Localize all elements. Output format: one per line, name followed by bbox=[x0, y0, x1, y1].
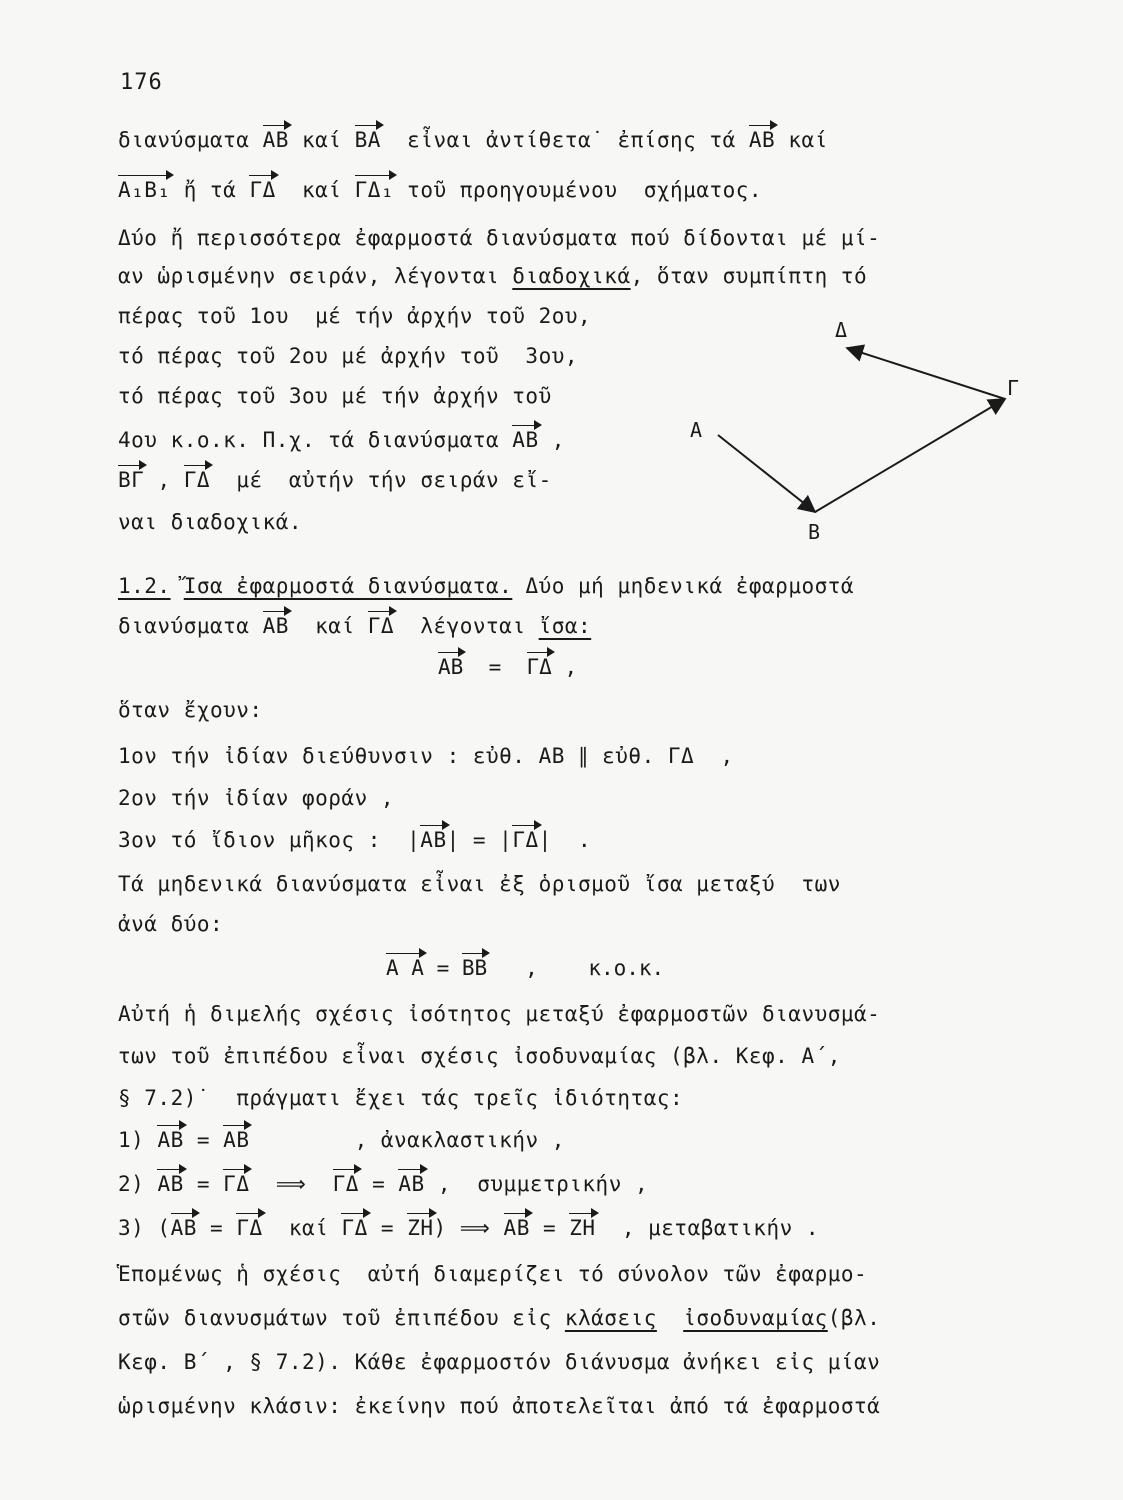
text-line: 3ον τό ἴδιον μῆκος : |AB| = |ΓΔ| . bbox=[118, 828, 592, 852]
section-heading: 1.2. Ἴσα ἐφαρμοστά διανύσματα. Δύο μή μηδενικά ἐφαρμοστά bbox=[118, 574, 855, 598]
text-line: A₁B₁ ἤ τά ΓΔ καί ΓΔ₁ τοῦ προηγουμένου σχήματος. bbox=[118, 178, 763, 202]
text-line: τό πέρας τοῦ 3ου μέ τήν ἀρχήν τοῦ bbox=[118, 384, 552, 408]
vector-gd: ΓΔ bbox=[526, 655, 552, 679]
vector-ab: AB bbox=[262, 128, 289, 152]
text-line: 1ον τήν ἰδίαν διεύθυνσιν : εὐθ. AB ∥ εὐθ. ΓΔ , bbox=[118, 744, 734, 768]
section-title: Ἴσα ἐφαρμοστά διανύσματα. bbox=[183, 574, 513, 598]
vector-gd: ΓΔ bbox=[249, 178, 276, 202]
property-transitive: 3) (AB = ΓΔ καί ΓΔ = ZH) ⟹ AB = ZH , μεταβατικήν . bbox=[118, 1216, 820, 1240]
text-line: τό πέρας τοῦ 2ου μέ ἀρχήν τοῦ 3ου, bbox=[118, 344, 579, 368]
term-equal: ἴσα: bbox=[538, 614, 592, 638]
vector-ab: AB bbox=[420, 828, 447, 852]
term-classes: κλάσεις bbox=[564, 1306, 657, 1330]
text-line: Τά μηδενικά διανύσματα εἶναι ἐξ ὁρισμοῦ ἴσα μεταξύ των bbox=[118, 872, 841, 896]
vector-ba: BA bbox=[354, 128, 381, 152]
text-line: Ἑπομένως ἡ σχέσις αὐτή διαμερίζει τό σύνολον τῶν ἐφαρμο- bbox=[118, 1262, 868, 1286]
text-line: ὡρισμένην κλάσιν: ἐκείνην πού ἀποτελεῖται ἀπό τά ἐφαρμοστά bbox=[118, 1394, 881, 1418]
text-line: διανύσματα AB καί ΓΔ λέγονται ἴσα: bbox=[118, 614, 592, 638]
text-line: Δύο ἤ περισσότερα ἐφαρμοστά διανύσματα πού δίδονται μέ μί- bbox=[118, 226, 881, 250]
vector-ab: AB bbox=[262, 614, 289, 638]
text-line: 2ον τήν ἰδίαν φοράν , bbox=[118, 786, 395, 810]
text-line: ὅταν ἔχουν: bbox=[118, 698, 263, 722]
point-label-g: Γ bbox=[1007, 376, 1020, 400]
point-label-b: B bbox=[808, 520, 821, 544]
vector-ab: AB bbox=[512, 428, 539, 452]
text-line: ναι διαδοχικά. bbox=[118, 510, 303, 534]
term-successive: διαδοχικά bbox=[512, 264, 631, 288]
vector-gd: ΓΔ bbox=[512, 828, 539, 852]
point-label-d: Δ bbox=[835, 318, 848, 342]
text-line: Κεφ. Β΄ , § 7.2). Κάθε ἐφαρμοστόν διάνυσμα ἀνήκει εἰς μίαν bbox=[118, 1350, 881, 1374]
page-number: 176 bbox=[120, 70, 163, 95]
vector-diagram bbox=[680, 315, 1040, 545]
vector-gd: ΓΔ bbox=[367, 614, 395, 638]
text-line: πέρας τοῦ 1ου μέ τήν ἀρχήν τοῦ 2ου, bbox=[118, 304, 592, 328]
text-line: § 7.2)˙ πράγματι ἔχει τάς τρεῖς ἰδιότητας: bbox=[118, 1086, 684, 1110]
text-line: αν ὡρισμένην σειράν, λέγονται διαδοχικά, ὅταν συμπίπτη τό bbox=[118, 264, 868, 288]
vector-a1b1: A₁B₁ bbox=[118, 178, 171, 202]
text-line: των τοῦ ἐπιπέδου εἶναι σχέσις ἰσοδυναμίας (βλ. Κεφ. Α΄, bbox=[118, 1044, 841, 1068]
vector-bg: BΓ bbox=[118, 468, 145, 492]
vector-gd: ΓΔ bbox=[183, 468, 211, 492]
text-line: ἀνά δύο: bbox=[118, 912, 224, 936]
vector-ab: AB bbox=[748, 128, 776, 152]
point-label-a: A bbox=[690, 418, 703, 442]
text-line: Αὐτή ἡ διμελής σχέσις ἰσότητος μεταξύ ἐφαρμοστῶν διανυσμά- bbox=[118, 1002, 881, 1026]
term-equivalence: ἰσοδυναμίας bbox=[683, 1306, 828, 1330]
text-line: BΓ , ΓΔ μέ αὐτήν τήν σειράν εἴ- bbox=[118, 468, 552, 492]
vector-ab: AB bbox=[438, 655, 464, 679]
vector-line-gd bbox=[847, 348, 1005, 399]
text-line: 4ου κ.ο.κ. Π.χ. τά διανύσματα AB , bbox=[118, 428, 565, 452]
property-symmetric: 2) AB = ΓΔ ⟹ ΓΔ = AB , συμμετρικήν , bbox=[118, 1172, 649, 1196]
vector-line-ab bbox=[718, 435, 815, 512]
property-reflexive: 1) AB = AB , ἀνακλαστικήν , bbox=[118, 1128, 565, 1152]
section-number: 1.2. bbox=[118, 574, 171, 598]
vector-aa: A A bbox=[386, 956, 424, 980]
text-line: διανύσματα AB καί BA εἶναι ἀντίθετα˙ ἐπίσης τά AB καί bbox=[118, 128, 828, 152]
vector-gd1: ΓΔ₁ bbox=[354, 178, 395, 202]
vector-bb: BB bbox=[461, 956, 488, 980]
equation: AB = ΓΔ , bbox=[438, 655, 578, 679]
equation: A A = BB , κ.ο.κ. bbox=[386, 956, 665, 980]
text-line: στῶν διανυσμάτων τοῦ ἐπιπέδου εἰς κλάσεις ἰσοδυναμίας(βλ. bbox=[118, 1306, 881, 1330]
vector-line-bg bbox=[815, 399, 1005, 512]
